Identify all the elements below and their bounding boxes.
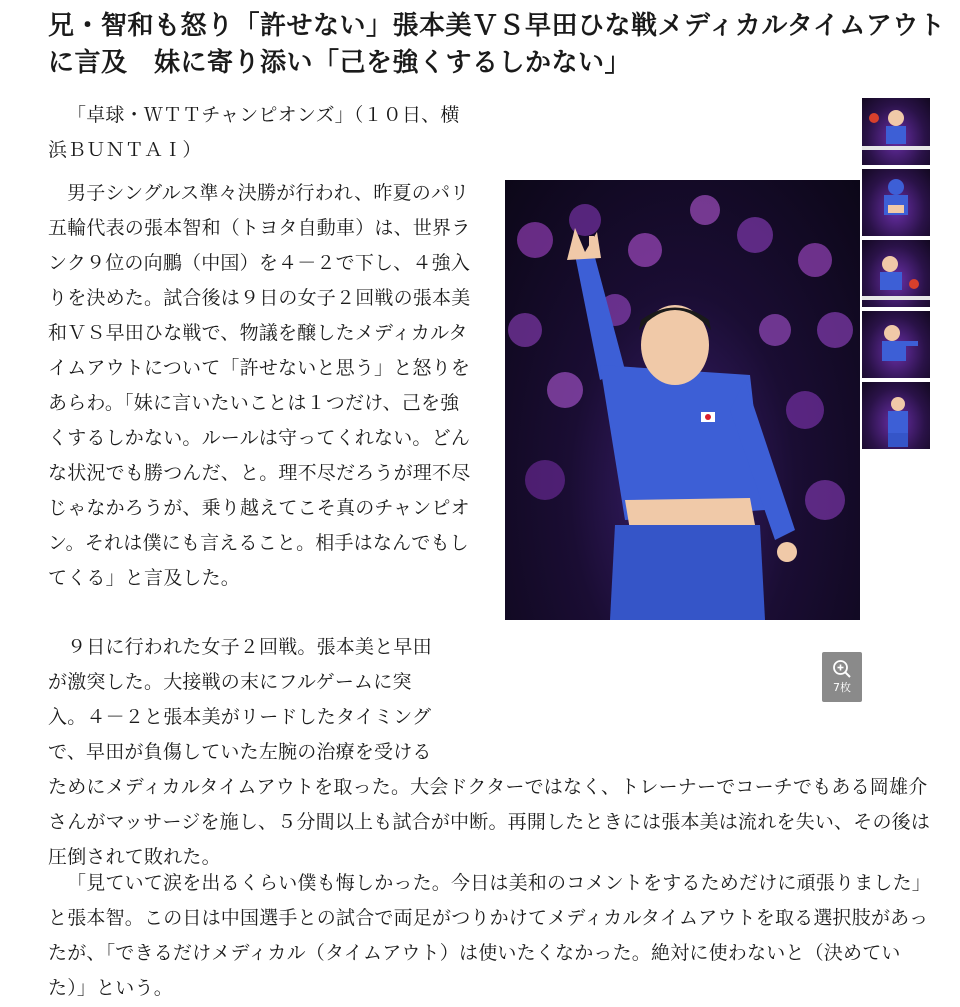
paragraph-line: が激突した。大接戦の末にフルゲームに突 (48, 671, 412, 693)
article-paragraph-3: 「見ていて涙を出るくらい僕も悔しかった。今日は美和のコメントをするためだけに頑張りました」と張本智。この日は中国選手との試合で両足がつりかけてメディカルタイムアウトを取る選択肢があったが、「できるだけメディカル（タイムアウト）は使いたくなかった。絶対に使わないと（決めていた）」という。 (48, 872, 932, 999)
thumbnail-2[interactable] (862, 169, 930, 236)
thumbnail-1[interactable] (862, 98, 930, 165)
article-paragraph-2-tail: ためにメディカルタイムアウトを取った。大会ドクターではなく、トレーナーでコーチでもある岡雄介さんがマッサージを施し、５分間以上も試合が中断。再開したときには張本美は流れを失い、その後は圧倒されて敗れた。 (48, 776, 931, 868)
gallery-count: 7枚 (833, 681, 851, 694)
thumbnail-3[interactable] (862, 240, 930, 307)
article-paragraph-2-head (48, 630, 473, 770)
gallery-zoom-button[interactable] (822, 652, 862, 702)
photo-thumbnails (862, 98, 930, 453)
thumbnail-5[interactable] (862, 382, 930, 449)
zoom-in-icon (832, 659, 852, 679)
main-photo[interactable] (505, 180, 860, 620)
paragraph-line: 入。４－２と張本美がリードしたタイミング (48, 706, 432, 728)
article-dateline: 「卓球・ＷＴＴチャンピオンズ」（１０日、横浜ＢＵＮＴＡＩ） (48, 104, 460, 161)
paragraph-line: で、早田が負傷していた左腕の治療を受ける (48, 741, 432, 763)
article-headline: 兄・智和も怒り「許せない」張本美ＶＳ早田ひな戦メディカルタイムアウトに言及 妹に寄り添い「己を強くするしかない」 (48, 11, 946, 78)
article-paragraph-1: 男子シングルス準々決勝が行われ、昨夏のパリ五輪代表の張本智和（トヨタ自動車）は、世界ランク９位の向鵬（中国）を４－２で下し、４強入りを決めた。試合後は９日の女子２回戦の張本美和ＶＳ早田ひな戦で、物議を醸したメディカルタイムアウトについて「許せないと思う」と怒りをあらわ。「妹に言いたいことは１つだけ、己を強くするしかない。ルールは守ってくれない。どんな状況でも勝つんだ、と。理不尽だろうが理不尽じゃなかろうが、乗り越えてこそ真のチャンピオン。それは僕にも言えること。相手はなんでもしてくる」と言及した。 (48, 182, 471, 589)
thumbnail-4[interactable] (862, 311, 930, 378)
player-photo-illustration (505, 180, 860, 620)
paragraph-line: ９日に行われた女子２回戦。張本美と早田 (67, 636, 432, 658)
